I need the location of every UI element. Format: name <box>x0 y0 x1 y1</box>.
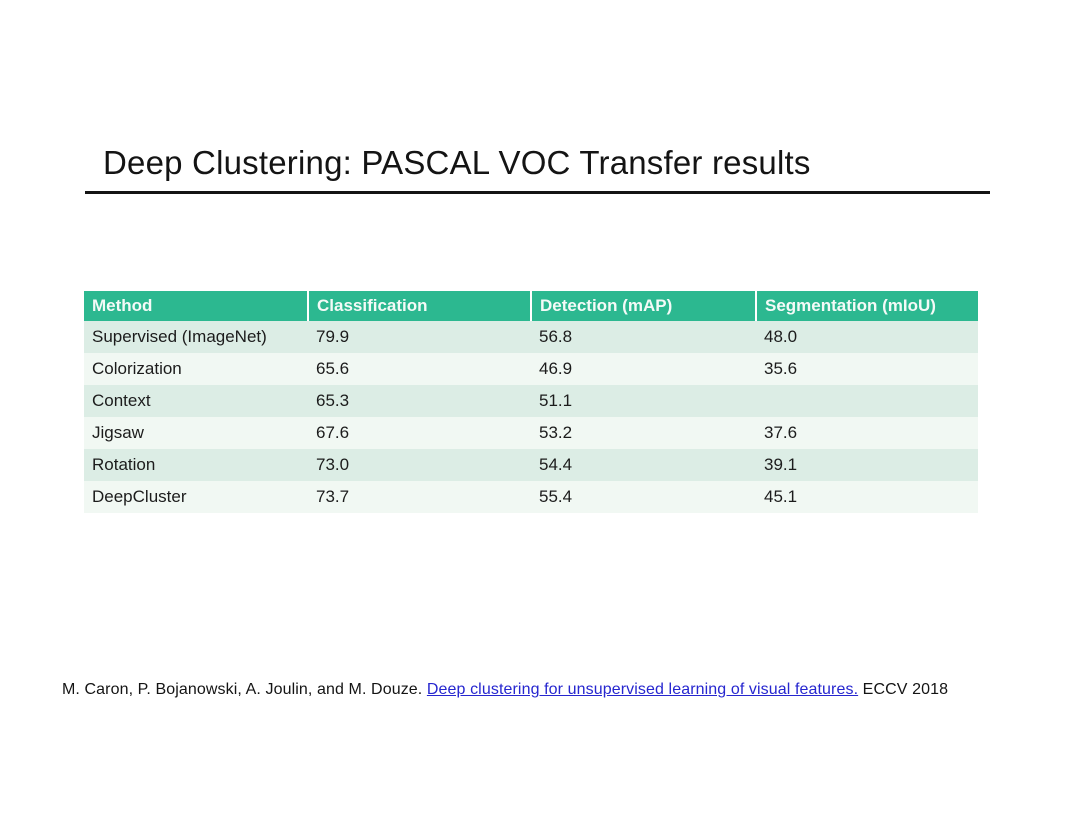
table-row <box>84 321 978 353</box>
column-header-segmentation: Segmentation (mIoU) <box>756 291 978 321</box>
cell-method: DeepCluster <box>84 481 308 513</box>
citation <box>62 681 948 699</box>
cell-method: Rotation <box>84 449 308 481</box>
cell-classification: 73.7 <box>308 481 531 513</box>
column-header-method: Method <box>84 291 308 321</box>
cell-classification: 79.9 <box>308 321 531 353</box>
cell-detection: 55.4 <box>531 481 756 513</box>
title-underline <box>85 191 990 194</box>
cell-classification: 65.6 <box>308 353 531 385</box>
cell-segmentation <box>756 385 978 417</box>
cell-segmentation: 35.6 <box>756 353 978 385</box>
table-header-row <box>84 291 978 321</box>
table-row <box>84 481 978 513</box>
cell-method: Colorization <box>84 353 308 385</box>
cell-detection: 46.9 <box>531 353 756 385</box>
citation-prefix: M. Caron, P. Bojanowski, A. Joulin, and M. Douze. <box>62 681 427 698</box>
table-row <box>84 417 978 449</box>
cell-classification: 73.0 <box>308 449 531 481</box>
cell-detection: 56.8 <box>531 321 756 353</box>
table-row <box>84 385 978 417</box>
cell-method: Supervised (ImageNet) <box>84 321 308 353</box>
cell-classification: 67.6 <box>308 417 531 449</box>
cell-classification: 65.3 <box>308 385 531 417</box>
cell-segmentation: 45.1 <box>756 481 978 513</box>
cell-detection: 54.4 <box>531 449 756 481</box>
column-header-detection: Detection (mAP) <box>531 291 756 321</box>
cell-detection: 51.1 <box>531 385 756 417</box>
cell-method: Jigsaw <box>84 417 308 449</box>
table-row <box>84 353 978 385</box>
column-header-classification: Classification <box>308 291 531 321</box>
cell-segmentation: 48.0 <box>756 321 978 353</box>
cell-segmentation: 37.6 <box>756 417 978 449</box>
citation-link[interactable]: Deep clustering for unsupervised learning of visual features. <box>426 681 859 698</box>
page-title: Deep Clustering: PASCAL VOC Transfer results <box>103 144 811 181</box>
cell-method: Context <box>84 385 308 417</box>
table-row <box>84 449 978 481</box>
citation-suffix: ECCV 2018 <box>858 681 949 698</box>
cell-segmentation: 39.1 <box>756 449 978 481</box>
cell-detection: 53.2 <box>531 417 756 449</box>
results-table <box>84 291 978 513</box>
